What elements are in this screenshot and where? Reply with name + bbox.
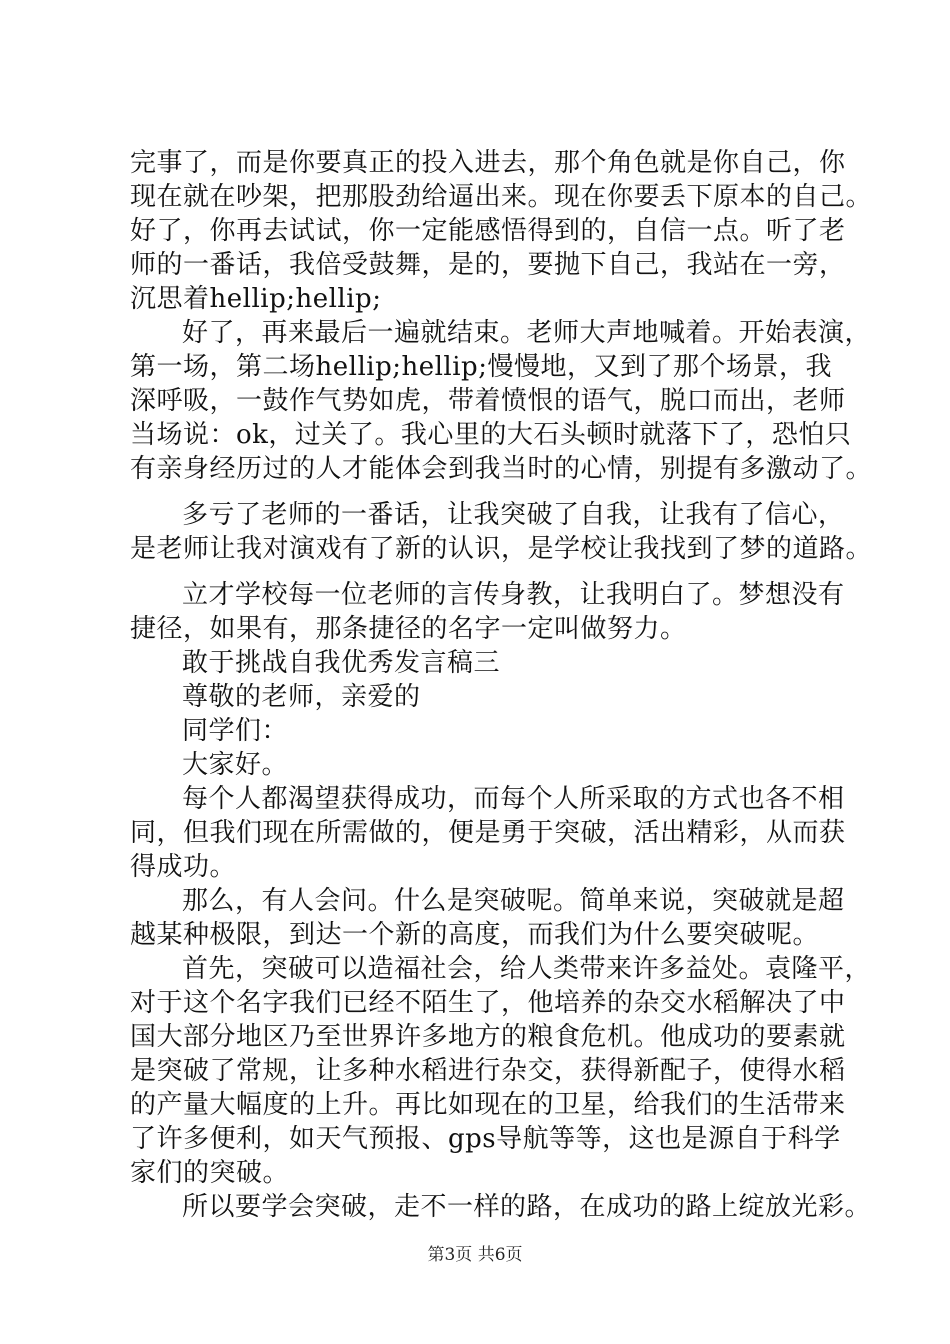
text-line: 国大部分地区乃至世界许多地方的粮食危机。他成功的要素就	[130, 1022, 846, 1052]
text-line: 好了，再来最后一遍就结束。老师大声地喊着。开始表演，	[182, 318, 872, 348]
text-line: 得成功。	[130, 852, 237, 882]
text-line: 家们的突破。	[130, 1158, 290, 1188]
text-line: 立才学校每一位老师的言传身教，让我明白了。梦想没有	[182, 580, 845, 610]
text-line: 那么，有人会问。什么是突破呢。简单来说，突破就是超	[182, 886, 845, 916]
text-line: 同学们：	[182, 716, 289, 746]
text-line: 同，但我们现在所需做的，便是勇于突破，活出精彩，从而获	[130, 818, 846, 848]
text-line: 大家好。	[182, 750, 289, 780]
text-line: 了许多便利，如天气预报、gps导航等等，这也是源自于科学	[130, 1124, 841, 1154]
text-line: 好了，你再去试试，你一定能感悟得到的，自信一点。听了老	[130, 216, 846, 246]
text-line: 尊敬的老师，亲爱的	[182, 682, 421, 712]
text-line: 每个人都渴望获得成功，而每个人所采取的方式也各不相	[182, 784, 845, 814]
text-line: 捷径，如果有，那条捷径的名字一定叫做努力。	[130, 614, 687, 644]
text-line: 是老师让我对演戏有了新的认识，是学校让我找到了梦的道路。	[130, 534, 873, 564]
text-line: 当场说：ok，过关了。我心里的大石头顿时就落下了，恐怕只	[130, 420, 852, 450]
text-line: 现在就在吵架，把那股劲给逼出来。现在你要丢下原本的自己。	[130, 182, 873, 212]
text-line: 首先，突破可以造福社会，给人类带来许多益处。袁隆平，	[182, 954, 872, 984]
text-line: 是突破了常规，让多种水稻进行杂交，获得新配子，使得水稻	[130, 1056, 846, 1086]
page-footer: 第3页 共6页	[427, 1245, 523, 1265]
text-line: 深呼吸，一鼓作气势如虎，带着愤恨的语气，脱口而出，老师	[130, 386, 846, 416]
text-line: 所以要学会突破，走不一样的路，在成功的路上绽放光彩。	[182, 1192, 872, 1222]
text-line: 有亲身经历过的人才能体会到我当时的心情，别提有多激动了。	[130, 454, 873, 484]
text-line: 的产量大幅度的上升。再比如现在的卫星，给我们的生活带来	[130, 1090, 846, 1120]
text-line: 对于这个名字我们已经不陌生了，他培养的杂交水稻解决了中	[130, 988, 846, 1018]
text-line: 完事了，而是你要真正的投入进去，那个角色就是你自己，你	[130, 148, 846, 178]
text-line: 越某种极限，到达一个新的高度，而我们为什么要突破呢。	[130, 920, 820, 950]
text-line: 沉思着hellip;hellip;	[130, 284, 382, 314]
text-line: 多亏了老师的一番话，让我突破了自我，让我有了信心，	[182, 500, 845, 530]
text-line: 师的一番话，我倍受鼓舞，是的，要抛下自己，我站在一旁，	[130, 250, 846, 280]
section-heading: 敢于挑战自我优秀发言稿三	[182, 648, 501, 678]
text-line: 第一场，第二场hellip;hellip;慢慢地，又到了那个场景，我	[130, 352, 832, 382]
